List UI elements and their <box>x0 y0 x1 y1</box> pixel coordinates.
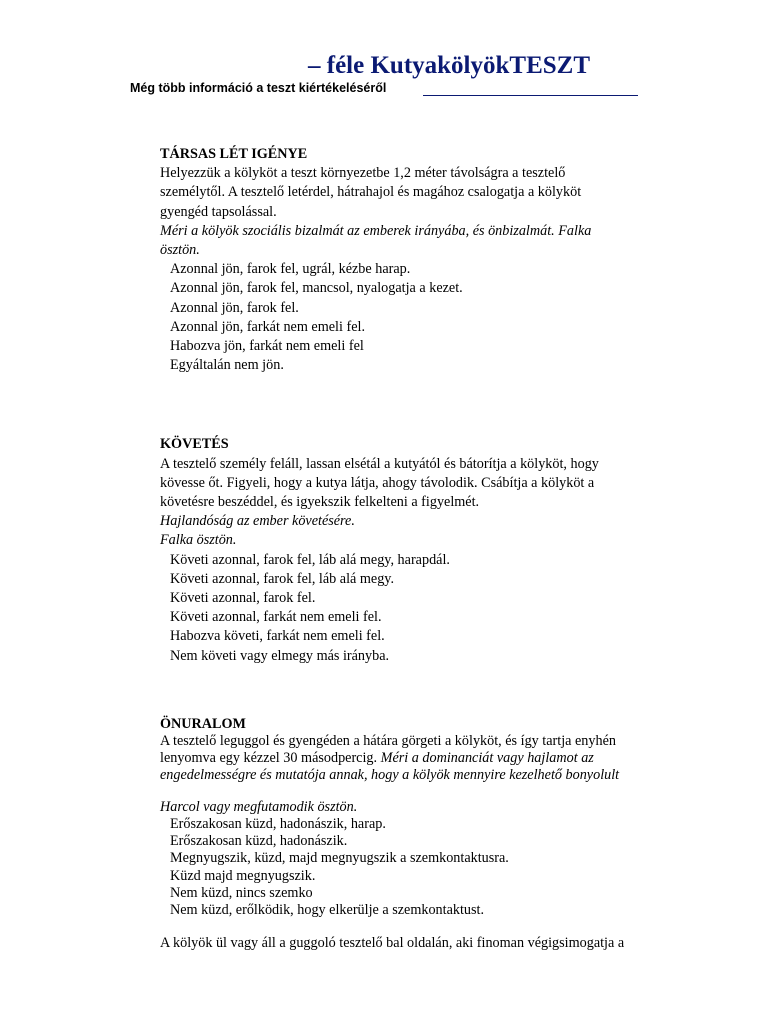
option-item: Követi azonnal, farkát nem emeli fel. <box>170 609 382 626</box>
option-item: Nem küzd, erőlködik, hogy elkerülje a szemkontaktust. <box>170 901 485 918</box>
option-item: Egyáltalán nem jön. <box>170 357 284 374</box>
option-item: Nem küzd, nincs szemko <box>170 884 313 901</box>
section-following <box>160 435 690 665</box>
option-item: Habozva követi, farkát nem emeli fel. <box>170 628 385 645</box>
option-item: Követi azonnal, farok fel, láb alá megy. <box>170 570 395 587</box>
section-social-need <box>160 145 690 375</box>
subtitle-underline <box>423 95 638 96</box>
spacer <box>160 666 690 716</box>
option-item: Erőszakosan küzd, hadonászik, harap. <box>170 815 386 832</box>
option-item: Azonnal jön, farok fel, ugrál, kézbe harap. <box>170 261 411 278</box>
option-item: Küzd majd megnyugszik. <box>170 867 316 884</box>
section-text-line: kövesse őt. Figyeli, hogy a kutya látja, ahogy távolodik. Csábítja a kölyköt a <box>160 474 595 491</box>
section-text-line: A tesztelő személy feláll, lassan elsétál a kutyától és bátorítja a kölyköt, hogy <box>160 455 599 472</box>
section-italic-line: ösztön. <box>160 242 200 259</box>
spacer <box>160 919 690 935</box>
option-item: Megnyugszik, küzd, majd megnyugszik a szemkontaktusra. <box>170 850 509 867</box>
section-text-line <box>160 750 690 767</box>
section-text-line: A tesztelő leguggol és gyengéden a hátára görgeti a kölyköt, és így tartja enyhén <box>160 733 616 750</box>
section-text-segment: lenyomva egy kézzel 30 másodpercig. <box>160 750 381 767</box>
section-heading: ÖNURALOM <box>160 715 246 732</box>
section-text-line: Helyezzük a kölyköt a teszt környezetbe 1,2 méter távolságra a tesztelő <box>160 165 566 182</box>
section-instinct-line: Harcol vagy megfutamodik ösztön. <box>160 798 358 815</box>
section-text-line: A kölyök ül vagy áll a guggoló tesztelő bal oldalán, aki finoman végigsimogatja a <box>160 935 625 952</box>
section-text-line: személytől. A tesztelő letérdel, hátrahajol és magához csalogatja a kölyköt <box>160 184 582 201</box>
section-text-line: követésre beszéddel, és igyekszik felkelteni a figyelmét. <box>160 494 480 511</box>
document-body <box>160 145 690 952</box>
option-item: Azonnal jön, farok fel. <box>170 299 299 316</box>
option-item: Követi azonnal, farok fel. <box>170 590 316 607</box>
option-item: Erőszakosan küzd, hadonászik. <box>170 833 348 850</box>
section-heading: KÖVETÉS <box>160 436 229 453</box>
option-item: Azonnal jön, farok fel, mancsol, nyalogatja a kezet. <box>170 280 463 297</box>
section-italic-line: engedelmességre és mutatója annak, hogy a kölyök mennyire kezelhető bonyolult <box>160 767 620 784</box>
section-self-control <box>160 716 690 952</box>
spacer <box>160 375 690 435</box>
section-italic-line: Méri a kölyök szociális bizalmát az emberek irányába, és önbizalmát. Falka <box>160 222 592 239</box>
option-item: Habozva jön, farkát nem emeli fel <box>170 338 364 355</box>
document-title: – féle KutyakölyökTESZT <box>308 52 590 79</box>
section-text-line: gyengéd tapsolással. <box>160 203 277 220</box>
section-heading: TÁRSAS LÉT IGÉNYE <box>160 146 308 162</box>
spacer <box>160 785 690 799</box>
section-italic-line: Falka ösztön. <box>160 532 237 549</box>
section-italic-segment: Méri a dominanciát vagy hajlamot az <box>380 750 594 767</box>
option-item: Követi azonnal, farok fel, láb alá megy, harapdál. <box>170 551 450 568</box>
option-item: Nem követi vagy elmegy más irányba. <box>170 647 390 664</box>
option-item: Azonnal jön, farkát nem emeli fel. <box>170 318 366 335</box>
section-italic-line: Hajlandóság az ember követésére. <box>160 513 355 530</box>
document-subtitle: Még több információ a teszt kiértékeléséről <box>130 81 387 95</box>
